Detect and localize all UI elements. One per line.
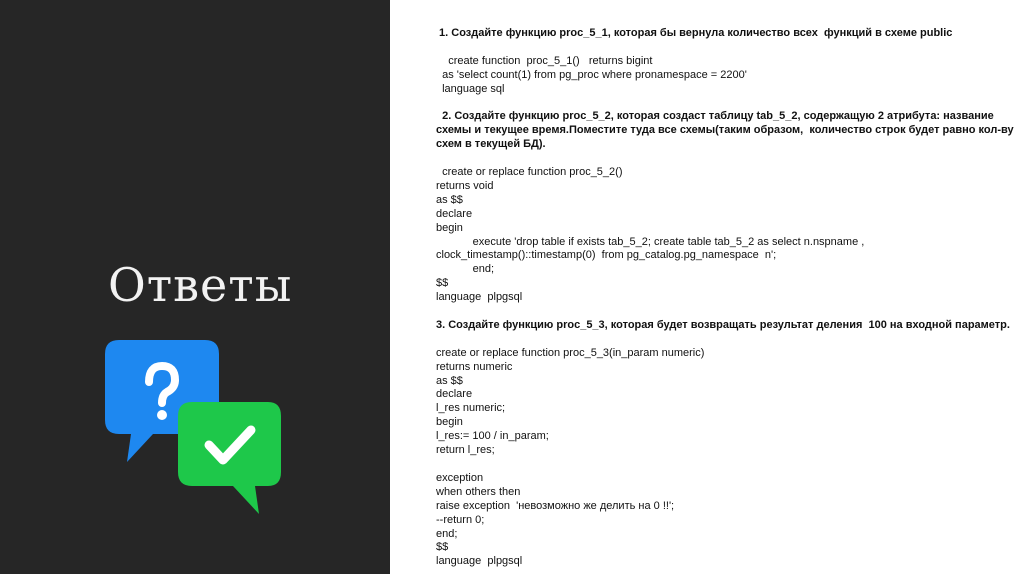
task2-code-line: as $$	[436, 193, 463, 206]
task2-code-line: returns void	[436, 179, 494, 192]
checkmark-bubble-icon	[178, 402, 281, 514]
task3-code-line: return l_res;	[436, 444, 495, 457]
task2-code-line: $$	[436, 277, 449, 290]
task3-code-line: language plpgsql	[436, 555, 523, 568]
task3-code-line: declare	[436, 388, 473, 401]
task3-code-line: exception	[436, 471, 484, 484]
task1-code-line: as 'select count(1) from pg_proc where pronamespace = 2200'	[436, 68, 747, 81]
task3-code-line: returns numeric	[436, 360, 513, 373]
task3-code-line: end;	[436, 527, 458, 540]
task1-code-line: language sql	[436, 82, 505, 95]
slide-title: Ответы	[108, 258, 293, 312]
task1-heading: 1. Создайте функцию proc_5_1, которая бы вернула количество всех функций в схеме public	[436, 27, 953, 39]
task2-code-line: create or replace function proc_5_2()	[436, 166, 623, 179]
answers-content	[436, 27, 1016, 569]
task3-code-line: $$	[436, 541, 449, 554]
chat-bubbles-icon	[105, 340, 285, 520]
task2-heading: 2. Создайте функцию proc_5_2, которая создаст таблицу tab_5_2, содержащую 2 атрибута: название схемы и текущее время.Поместите туда все схемы(таким образом, количество строк будет равно кол-ву схем в текущей БД).	[436, 110, 1017, 151]
task3-code-line: --return 0;	[436, 513, 485, 526]
task3-code-line: create or replace function proc_5_3(in_param numeric)	[436, 346, 705, 359]
answers-panel	[390, 0, 1024, 574]
task1-code-line: create function proc_5_1() returns bigint	[436, 54, 653, 67]
task2-code-line: declare	[436, 207, 473, 220]
task3-code-line: l_res:= 100 / in_param;	[436, 430, 549, 443]
task3-heading: 3. Создайте функцию proc_5_3, которая будет возвращать результат деления 100 на входной параметр.	[436, 318, 1010, 331]
task3-code-line: as $$	[436, 374, 463, 387]
task2-code-line: execute 'drop table if exists tab_5_2; create table tab_5_2 as select n.nspname ,	[436, 235, 865, 248]
task3-code-line: when others then	[436, 485, 521, 498]
task2-code-line: begin	[436, 221, 463, 234]
task3-code-line: raise exception 'невозможно же делить на 0 !!';	[436, 499, 675, 512]
task2-code-line: clock_timestamp()::timestamp(0) from pg_catalog.pg_namespace n';	[436, 249, 777, 262]
task2-code-line: language plpgsql	[436, 291, 523, 304]
task3-code-line: begin	[436, 416, 463, 429]
task3-code-line: l_res numeric;	[436, 402, 506, 415]
left-panel	[0, 0, 390, 574]
task2-code-line: end;	[436, 263, 495, 276]
